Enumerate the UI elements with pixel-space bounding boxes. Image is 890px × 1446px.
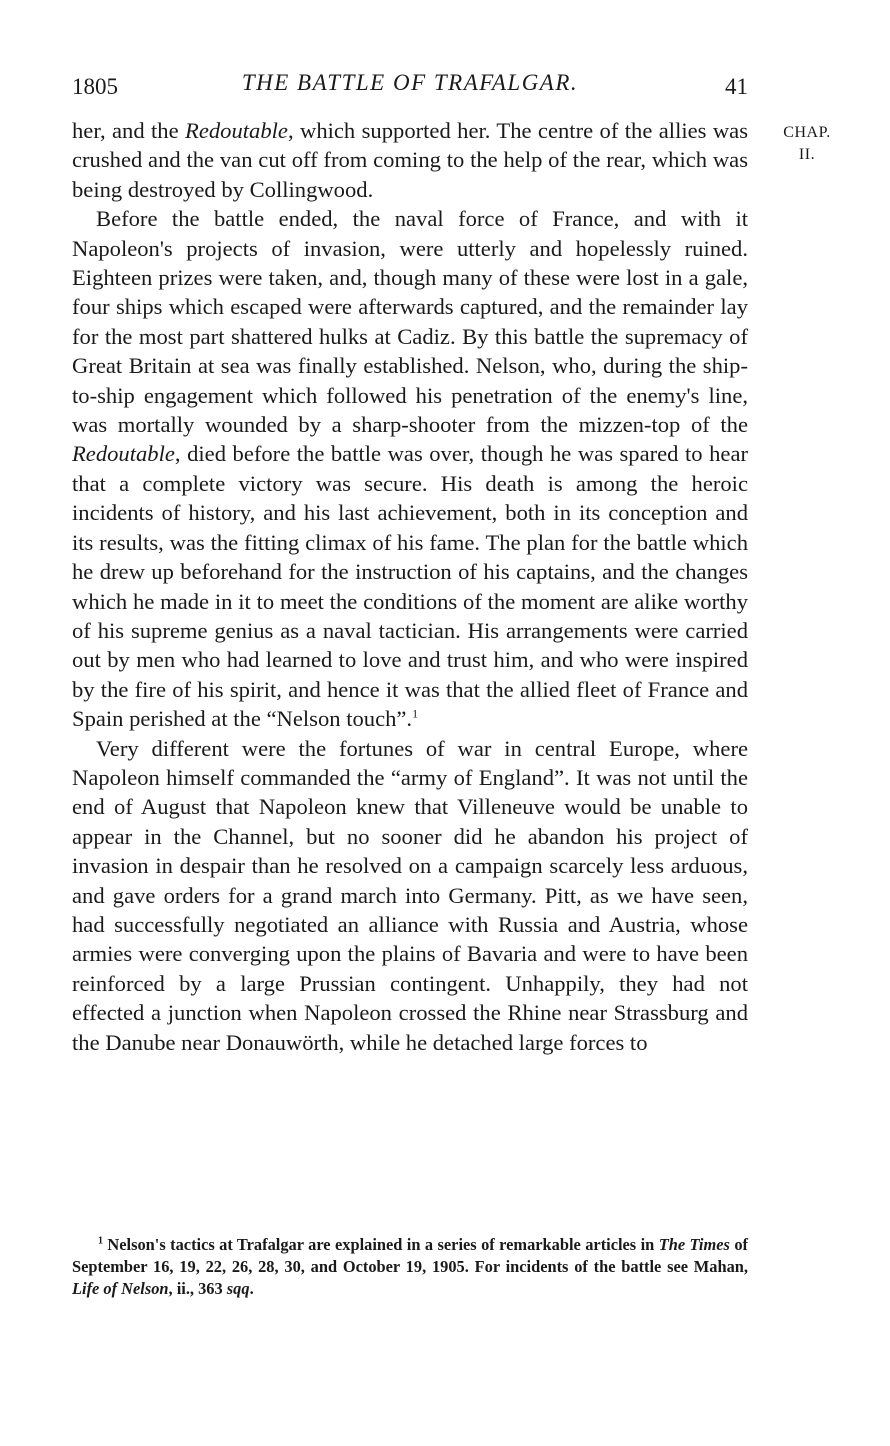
- body-text: [72, 116, 748, 1057]
- running-header: [72, 70, 748, 104]
- footnote-reference: 1: [412, 706, 419, 721]
- running-title: THE BATTLE OF TRAFALGAR.: [241, 70, 579, 95]
- margin-chap-number: II.: [798, 146, 816, 163]
- margin-chap-label: CHAP.: [783, 124, 831, 141]
- paragraph-2: Before the battle ended, the naval force of France, and with it Napoleon's projects of invasion, were utterly and hopelessly ruined. Eighteen prizes were taken, and, though many of these were lost in a gale, four ships which escaped were afterwards captured, and the remainder lay for the most part shattered hulks at Cadiz. By this battle the supremacy of Great Britain at sea was finally established. Nelson, who, during the ship-to-ship engagement which followed his penetration of the enemy's line, was mortally wounded by a sharp-shooter from the mizzen-top of the Redoutable, died before the battle was over, though he was spared to hear that a complete victory was secure. His death is among the heroic incidents of history, and his last achievement, both in its conception and its results, was the fitting climax of his fame. The plan for the battle which he drew up beforehand for the instruction of his captains, and the changes which he made in it to meet the conditions of the moment are alike worthy of his supreme genius as a naval tactician. His arrangements were carried out by men who had learned to love and trust him, and who were inspired by the fire of his spirit, and hence it was that the allied fleet of France and Spain perished at the “Nelson touch”.$^1$: [72, 206, 748, 732]
- margin-chapter-note: [772, 122, 842, 166]
- header-year: 1805: [72, 74, 118, 99]
- footnote-marker: 1: [98, 1235, 103, 1247]
- ship-name-italic: Redoutable: [185, 118, 288, 143]
- sqq-abbrev: sqq: [226, 1279, 250, 1298]
- paragraph-1: her, and the Redoutable, which supported her. The centre of the allies was crushed and the van cut off from coming to the help of the rear, which was being destroyed by Collingwood.: [72, 118, 748, 202]
- paragraph-3: Very different were the fortunes of war in central Europe, where Napoleon himself commanded the “army of England”. It was not until the end of August that Napoleon knew that Villeneuve would be unable to appear in the Channel, but no sooner did he abandon his project of invasion in despair than he resolved on a campaign scarcely less arduous, and gave orders for a grand march into Germany. Pitt, as we have seen, had successfully negotiated an alliance with Russia and Austria, whose armies were converging upon the plains of Bavaria and were to have been reinforced by a large Prussian contingent. Unhappily, they had not effected a junction when Napoleon crossed the Rhine near Strassburg and the Danube near Donauwörth, while he detached large forces to: [72, 735, 748, 1055]
- ship-name-italic: Redoutable: [72, 441, 175, 467]
- book-title: Life of Nelson: [72, 1279, 169, 1298]
- publication-title: The Times: [658, 1235, 730, 1254]
- page-number: 41: [725, 74, 748, 99]
- footnote: $^1$ Nelson's tactics at Trafalgar are explained in a series of remarkable articles in The Times of September 16, 19, 22, 26, 28, 30, and October 19, 1905. For incidents of the battle see Mahan, Life of Nelson, ii., 363 sqq.: [72, 1235, 748, 1298]
